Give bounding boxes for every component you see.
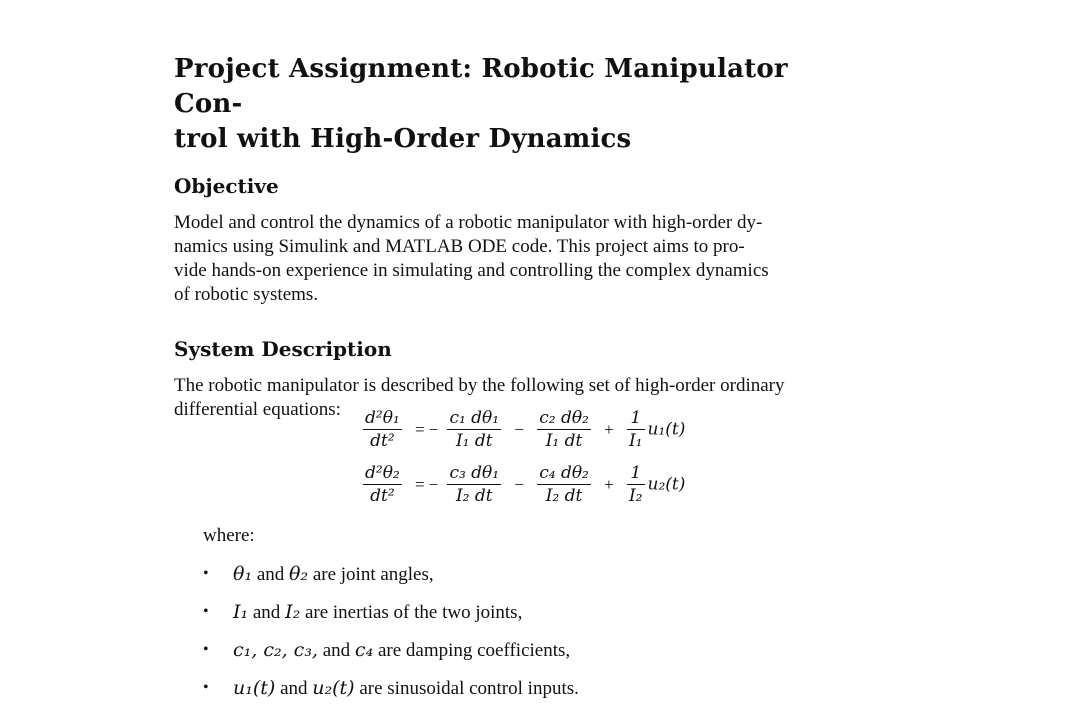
minus-sign: − (428, 474, 439, 494)
minus-sign: − (514, 419, 524, 439)
eq2-term1: $\frac{\text{c₃ dθ₁}}{\text{I₂ dt}}$ (449, 463, 500, 506)
title-line-1: Project Assignment: Robotic Manipulator Con- (174, 54, 788, 119)
list-item: • u₁(t) and u₂(t) are sinusoidal control inputs. (203, 677, 579, 699)
eq2-input: u₂(t) (647, 474, 686, 495)
where-label: where: (203, 525, 255, 546)
system-description-heading: System Description (174, 337, 392, 361)
objective-paragraph (174, 211, 862, 307)
bullet-icon: • (203, 603, 209, 620)
minus-sign: − (428, 419, 439, 439)
equation-1 (360, 408, 685, 451)
bullet-icon: • (203, 641, 209, 658)
bullet-icon: • (203, 565, 209, 582)
equals-sign: = (415, 474, 425, 494)
eq1-input: u₁(t) (647, 419, 686, 440)
eq1-term1: $\frac{\text{c₁ dθ₁}}{\text{I₁ dt}}$ (449, 408, 500, 451)
document-title (174, 52, 862, 157)
objective-line: Model and control the dynamics of a robotic manipulator with high-order dy- (174, 212, 763, 233)
bullet-icon: • (203, 679, 209, 696)
eq2-term3: $\frac{1}{\text{I₂}}$ (628, 463, 643, 506)
title-line-2: trol with High-Order Dynamics (174, 124, 632, 154)
definition-list (203, 562, 883, 714)
plus-sign: + (604, 474, 614, 494)
minus-sign: − (514, 474, 524, 494)
list-item: • I₁ and I₂ are inertias of the two joints, (203, 601, 523, 623)
document-page (174, 52, 862, 422)
system-line: differential equations: (174, 399, 341, 420)
objective-line: namics using Simulink and MATLAB ODE code. This project aims to pro- (174, 236, 745, 257)
list-item: • θ₁ and θ₂ are joint angles, (203, 563, 434, 585)
eq1-lhs: $\frac{\text{d²θ₁}}{\text{dt²}}$ (365, 408, 400, 451)
list-item: • c₁, c₂, c₃, and c₄ are damping coefficients, (203, 639, 571, 661)
eq2-lhs: $\frac{\text{d²θ₂}}{\text{dt²}}$ (365, 463, 400, 506)
eq1-term2: $\frac{\text{c₂ dθ₂}}{\text{I₁ dt}}$ (539, 408, 589, 451)
objective-line: vide hands-on experience in simulating and controlling the complex dynamics (174, 260, 769, 281)
equals-sign: = (415, 419, 425, 439)
objective-line: of robotic systems. (174, 284, 319, 305)
equation-2 (360, 463, 685, 506)
plus-sign: + (604, 419, 614, 439)
objective-heading: Objective (174, 174, 279, 198)
eq1-term3: $\frac{1}{\text{I₁}}$ (628, 408, 643, 451)
eq2-term2: $\frac{\text{c₄ dθ₂}}{\text{I₂ dt}}$ (539, 463, 589, 506)
system-line: The robotic manipulator is described by the following set of high-order ordinary (174, 375, 785, 396)
